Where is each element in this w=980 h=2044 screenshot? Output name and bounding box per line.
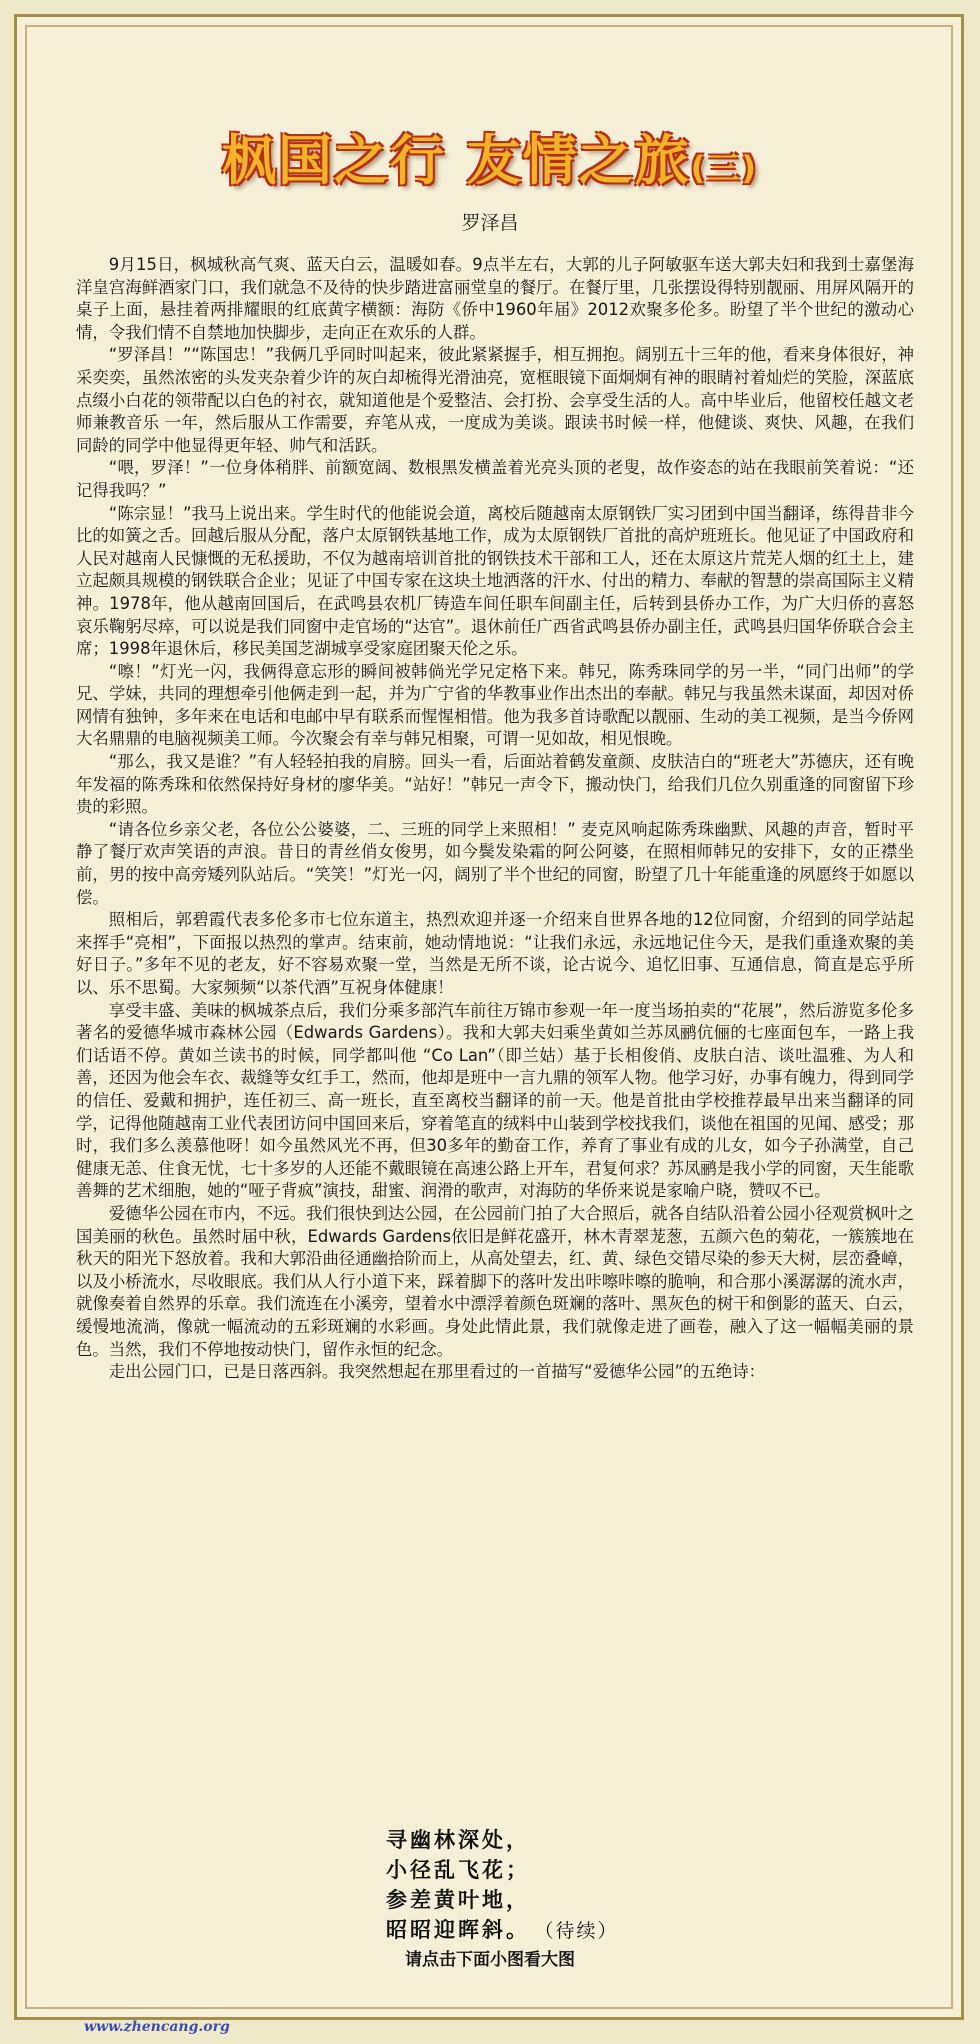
poem-line: 寻幽林深处， xyxy=(386,1828,530,1852)
paragraph: “陈宗显！”我马上说出来。学生时代的他能说会道，离校后随越南太原钢铁厂实习团到中国当翻译，练得昔非今比的如簧之舌。回越后服从分配，落户太原钢铁基地工作，成为太原钢铁厂首批的高炉班班长。他见证了中国政府和人民对越南人民慷慨的无私援助，不仅为越南培训首批的钢铁技术干部和工人，还在太原这片荒芜人烟的红土上，建立起颇具规模的钢铁联合企业；见证了中国专家在这块土地洒落的汗水、付出的精力、奉献的智慧的崇高国际主义精神。1978年，他从越南回国后，在武鸣县农机厂铸造车间任职车间副主任，后转到县侨办工作，为广大归侨的喜怒哀乐鞠躬尽瘁，可以说是我们同窗中走官场的“达官”。退休前任广西省武鸣县侨办副主任，武鸣县归国华侨联合会主席；1998年退休后，移民美国芝湖城享受家庭团聚天伦之乐。 xyxy=(76,503,914,659)
paragraph: 9月15日，枫城秋高气爽、蓝天白云，温暖如春。9点半左右，大郭的儿子阿敏驱车送大郭夫妇和我到士嘉堡海洋皇宫海鲜酒家门口，我们就急不及待的快步踏进富丽堂皇的餐厅。在餐厅里，几张摆设得特别靓丽、用屏风隔开的桌子上面，悬挂着两排耀眼的红底黄字横额：海防《侨中1960年届》2012欢聚多伦多。盼望了半个世纪的激动心情，令我们情不自禁地加快脚步，走向正在欢乐的人群。 xyxy=(76,255,914,342)
title-suffix: (三) xyxy=(690,149,759,187)
paragraph: 走出公园门口，已是日落西斜。我突然想起在那里看过的一首描写“爱德华公园”的五绝诗： xyxy=(108,1362,766,1382)
poem-line: 小径乱飞花； xyxy=(386,1858,530,1882)
click-hint: 请点击下面小图看大图 xyxy=(405,1950,575,1970)
to-be-continued: （待续） xyxy=(544,1920,619,1942)
title-main: 枫国之行 友情之旅 xyxy=(221,129,691,192)
poem xyxy=(386,1825,619,1946)
paragraph: “喂，罗泽！”一位身体稍胖、前额宽阔、数根黑发横盖着光亮头顶的老叟，故作姿态的站在我眼前笑着说：“还记得我吗？” xyxy=(76,458,914,500)
paragraph: “罗泽昌！”“陈国忠！”我俩几乎同时叫起来，彼此紧紧握手，相互拥抱。阔别五十三年的他，看来身体很好，神采奕奕，虽然浓密的头发夹杂着少许的灰白却梳得光滑油亮，宽框眼镜下面炯炯有神的眼睛衬着灿烂的笑脸，深蓝底点缀小白花的领带配以白色的衬衣，就知道他是个爱整洁、会打扮、会享受生活的人。高中毕业后，他留校任越文老师兼教音乐 一年，然后服从工作需要，弃笔从戎，一度成为美谈。跟读书时候一样，他健谈、爽快、风趣，在我们同龄的同学中他显得更年轻、帅气和活跃。 xyxy=(76,345,914,455)
paragraph: 照相后，郭碧霞代表多伦多市七位东道主，热烈欢迎并逐一介绍来自世界各地的12位同窗，介绍到的同学站起来挥手“亮相”，下面报以热烈的掌声。结束前，她动情地说：“让我们永远，永远地记住今天，是我们重逢欢聚的美好日子。”多年不见的老友，好不容易欢聚一堂，当然是无所不谈，论古说今、追忆旧事、互通信息，简直是忘乎所以、乐不思蜀。大家频频“以茶代酒”互祝身体健康！ xyxy=(76,910,914,997)
article-body xyxy=(76,254,914,1384)
poem-line: 参差黄叶地， xyxy=(386,1888,530,1912)
paragraph: “那么，我又是谁？”有人轻轻拍我的肩膀。回头一看，后面站着鹤发童颜、皮肤洁白的“班老大”苏德庆，还有晚年发福的陈秀珠和依然保持好身材的廖华美。“站好！”韩兄一声令下，搬动快门，给我们几位久别重逢的同窗留下珍贵的彩照。 xyxy=(76,752,914,817)
author-name: 罗泽昌 xyxy=(461,212,519,234)
paragraph: 爱德华公园在市内，不远。我们很快到达公园，在公园前门拍了大合照后，就各自结队沿着公园小径观赏枫叶之国美丽的秋色。虽然时届中秋，Edwards Gardens依旧是鲜花盛开，林木青翠茏葱，五颜六色的菊花，一簇簇地在秋天的阳光下怒放着。我和大郭沿曲径通幽拾阶而上，从高处望去，红、黄、绿色交错尽染的参天大树，层峦叠嶂，以及小桥流水，尽收眼底。我们从人行小道下来，踩着脚下的落叶发出咔嚓咔嚓的脆响，和合那小溪潺潺的流水声，就像奏着自然界的乐章。我们流连在小溪旁，望着水中漂浮着颜色斑斓的落叶、黑灰色的树干和倒影的蓝天、白云，缓慢地流淌，像就一幅流动的五彩斑斓的水彩画。身处此情此景，我们就像走进了画卷，融入了这一幅幅美丽的景色。当然，我们不停地按动快门，留作永恒的纪念。 xyxy=(76,1203,914,1359)
article-title xyxy=(0,118,980,195)
paragraph: “嚓！”灯光一闪，我俩得意忘形的瞬间被韩倘光学兄定格下来。韩兄，陈秀珠同学的另一半，“同门出师”的学兄、学妹，共同的理想牵引他俩走到一起，并为广宁省的华教事业作出杰出的奉献。韩兄与我虽然未谋面，却因对侨网情有独钟，多年来在电话和电邮中早有联系而惺惺相惜。他为我多首诗歌配以靓丽、生动的美工视频，是当今侨网大名鼎鼎的电脑视频美工师。今次聚会有幸与韩兄相聚，可谓一见如故，相见恨晚。 xyxy=(76,661,914,749)
paragraph: “请各位乡亲父老，各位公公婆婆，二、三班的同学上来照相！” 麦克风响起陈秀珠幽默、风趣的声音，暂时平静了餐厅欢声笑语的声浪。昔日的青丝俏女俊男，如今鬓发染霜的阿公阿婆，在照相师韩兄的安排下，女的正襟坐前，男的按中高旁矮列队站后。“笑笑！”灯光一闪，阔别了半个世纪的同窗，盼望了几十年能重逢的夙愿终于如愿以偿。 xyxy=(76,819,914,907)
paragraph: 享受丰盛、美味的枫城茶点后，我们分乘多部汽车前往万锦市参观一年一度当场拍卖的“花展”，然后游览多伦多著名的爱德华城市森林公园（Edwards Gardens）。我和大郭夫妇乘坐黄如兰苏凤鹂伉俪的七座面包车，一路上我们话语不停。黄如兰读书的时候，同学都叫他 “Co Lan”（即兰姑）基于长相俊俏、皮肤白洁、谈吐温雅、为人和善，还因为他会车衣、裁缝等女红手工，然而，他却是班中一言九鼎的领军人物。他学习好，办事有魄力，得到同学的信任、爱戴和拥护，连任初三、高一班长，直至离校当翻译的前一天。他是首批由学校推荐最早出来当翻译的同学，记得他随越南工业代表团访问中国回来后，穿着笔直的绒料中山装到学校找我们，谈他在祖国的见闻、感受；那时，我们多么羡慕他呀！如今虽然风光不再，但30多年的勤奋工作，养育了事业有成的儿女，如今子孙满堂，自己健康无恙、住食无忧，七十多岁的人还能不戴眼镜在高速公路上开车，君复何求？苏凤鹂是我小学的同窗，天生能歌善舞的艺术细胞，她的“哑子背疯”演技，甜蜜、润滑的歌声，对海防的华侨来说是家喻户晓，赞叹不已。 xyxy=(76,1000,914,1201)
poem-line: 昭昭迎晖斜。 xyxy=(386,1918,530,1942)
website-watermark: www.zhencang.org xyxy=(84,2019,230,2035)
poem-last-line xyxy=(386,1915,619,1946)
